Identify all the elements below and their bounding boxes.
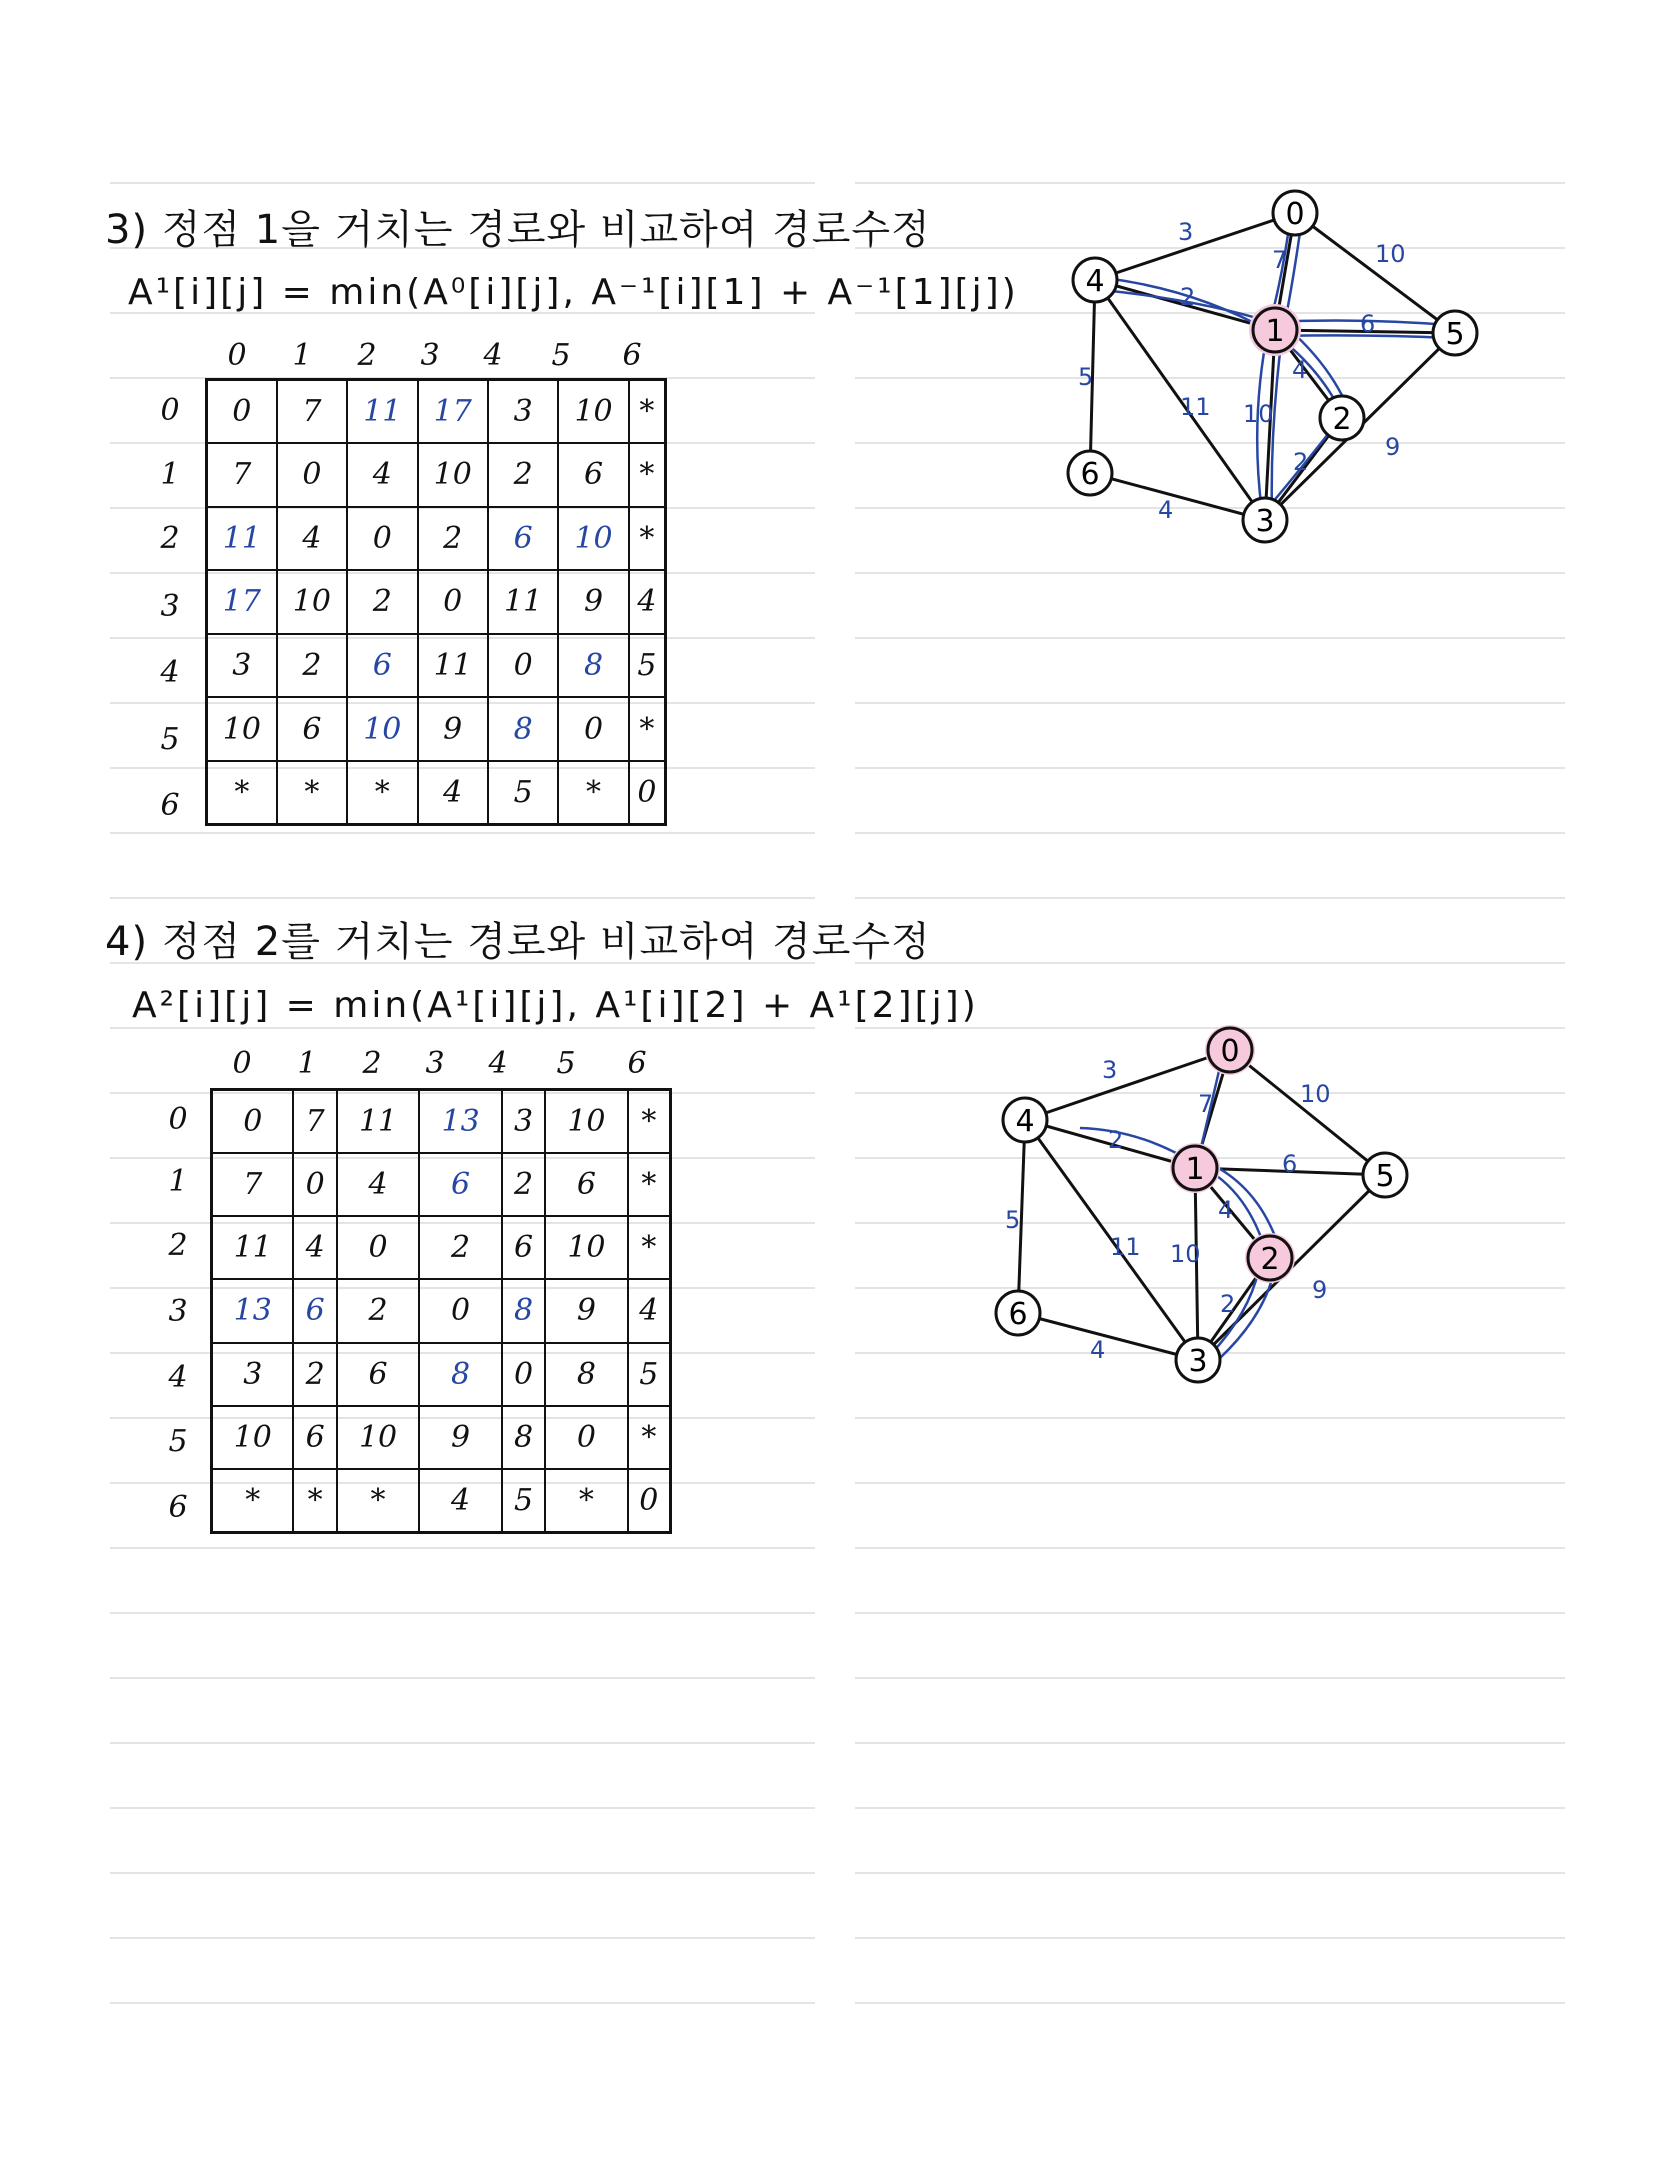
column-header: 4 — [483, 338, 503, 373]
matrix-cell: 0 — [419, 1279, 502, 1342]
matrix-cell: 0 — [558, 697, 628, 761]
matrix-cell: 13 — [419, 1091, 502, 1153]
row-header: 3 — [168, 1294, 188, 1329]
edge-label: 2 — [1108, 1126, 1124, 1154]
row-header: 5 — [160, 722, 180, 757]
matrix-cell: 6 — [293, 1279, 336, 1342]
matrix-cell: 0 — [337, 1216, 420, 1279]
edge-label: 6 — [1282, 1150, 1298, 1178]
edge-label: 11 — [1180, 393, 1211, 421]
matrix-row — [208, 634, 664, 698]
matrix-cell: 5 — [629, 634, 664, 698]
matrix-cell: 9 — [545, 1279, 628, 1342]
column-header: 2 — [362, 1046, 382, 1081]
matrix-cell: 0 — [293, 1153, 336, 1216]
node-6 — [996, 1291, 1040, 1335]
edge-label: 2 — [1293, 448, 1309, 476]
svg-text:3: 3 — [1188, 1344, 1208, 1379]
column-header: 1 — [292, 338, 312, 373]
edge-labels — [1078, 218, 1406, 524]
matrix-row — [208, 381, 664, 443]
matrix-cell: 4 — [347, 443, 417, 507]
matrix-cell: 4 — [337, 1153, 420, 1216]
matrix-cell: 0 — [545, 1406, 628, 1469]
matrix-cell: 2 — [347, 570, 417, 634]
matrix-cell: 7 — [277, 381, 347, 443]
matrix-cell: * — [558, 761, 628, 823]
matrix-cell: 4 — [293, 1216, 336, 1279]
row-header: 6 — [168, 1490, 188, 1525]
column-header: 6 — [622, 338, 642, 373]
section-3-graph — [1050, 180, 1490, 560]
edge-label: 7 — [1272, 246, 1288, 274]
matrix-cell: * — [628, 1153, 669, 1216]
matrix-cell: 6 — [337, 1343, 420, 1406]
matrix-cell: 2 — [419, 1216, 502, 1279]
matrix-cell: 10 — [545, 1216, 628, 1279]
node-3 — [1176, 1338, 1220, 1382]
svg-text:2: 2 — [1260, 1242, 1280, 1277]
edge-label: 2 — [1220, 1290, 1236, 1318]
matrix-cell: * — [628, 1091, 669, 1153]
matrix-cell: 6 — [545, 1153, 628, 1216]
edge-label: 10 — [1170, 1240, 1201, 1268]
matrix-cell: 2 — [418, 507, 488, 571]
column-header: 0 — [227, 338, 247, 373]
row-header: 0 — [160, 393, 180, 428]
matrix-cell: 11 — [488, 570, 558, 634]
matrix-cell: 8 — [558, 634, 628, 698]
section-4-heading: 4) 정점 2를 거치는 경로와 비교하여 경로수정 — [105, 919, 931, 965]
edge-label: 9 — [1312, 1276, 1328, 1304]
row-header: 4 — [168, 1360, 188, 1395]
matrix-cell: 6 — [502, 1216, 545, 1279]
matrix-cell: * — [277, 761, 347, 823]
matrix-row — [213, 1216, 669, 1279]
matrix-cell: 2 — [277, 634, 347, 698]
matrix-cell: 10 — [208, 697, 277, 761]
svg-text:6: 6 — [1080, 457, 1100, 492]
matrix-row — [208, 761, 664, 823]
matrix-cell: 10 — [347, 697, 417, 761]
column-header: 5 — [551, 338, 571, 373]
matrix-cell: 11 — [347, 381, 417, 443]
matrix-cell: 8 — [545, 1343, 628, 1406]
matrix-cell: 10 — [337, 1406, 420, 1469]
matrix-cell: * — [208, 761, 277, 823]
matrix-cell: 10 — [213, 1406, 293, 1469]
section-3-formula: A¹[i][j] = min(A⁰[i][j], A⁻¹[i][1] + A⁻¹[1][j]) — [128, 272, 1019, 313]
matrix-cell: * — [337, 1469, 420, 1531]
matrix-cell: 0 — [213, 1091, 293, 1153]
edge-label: 2 — [1180, 283, 1196, 311]
edge-label: 11 — [1110, 1233, 1141, 1261]
matrix-row — [213, 1343, 669, 1406]
node-5 — [1363, 1153, 1407, 1197]
node-4 — [1073, 258, 1117, 302]
graph-nodes — [996, 1028, 1407, 1382]
matrix-cell: 9 — [418, 697, 488, 761]
section-4-formula: A²[i][j] = min(A¹[i][j], A¹[i][2] + A¹[2][j]) — [132, 985, 979, 1026]
matrix-cell: 13 — [213, 1279, 293, 1342]
matrix-cell: 10 — [418, 443, 488, 507]
node-6 — [1068, 451, 1112, 495]
section-4-graph — [980, 1020, 1420, 1420]
edge-label: 4 — [1158, 496, 1174, 524]
matrix-row — [213, 1406, 669, 1469]
matrix-row — [213, 1153, 669, 1216]
svg-text:1: 1 — [1265, 314, 1285, 349]
matrix-cell: 10 — [277, 570, 347, 634]
matrix-cell: 7 — [293, 1091, 336, 1153]
column-header: 2 — [357, 338, 377, 373]
matrix-cell: 10 — [558, 507, 628, 571]
section-3-matrix — [205, 378, 667, 826]
matrix-cell: 3 — [208, 634, 277, 698]
matrix-cell: 0 — [347, 507, 417, 571]
matrix-cell: * — [629, 507, 664, 571]
svg-text:4: 4 — [1085, 264, 1105, 299]
column-header: 4 — [488, 1046, 508, 1081]
matrix-cell: 7 — [213, 1153, 293, 1216]
matrix-cell: 10 — [545, 1091, 628, 1153]
matrix-cell: 8 — [488, 697, 558, 761]
matrix-cell: 8 — [419, 1343, 502, 1406]
svg-text:2: 2 — [1332, 402, 1352, 437]
matrix-row — [208, 507, 664, 571]
svg-text:6: 6 — [1008, 1297, 1028, 1332]
matrix-cell: 2 — [502, 1153, 545, 1216]
row-header: 0 — [168, 1102, 188, 1137]
node-3 — [1243, 498, 1287, 542]
svg-text:0: 0 — [1220, 1034, 1240, 1069]
matrix-cell: 5 — [628, 1343, 669, 1406]
node-5 — [1433, 311, 1477, 355]
matrix-cell: 8 — [502, 1279, 545, 1342]
matrix-cell: 11 — [337, 1091, 420, 1153]
matrix-cell: 8 — [502, 1406, 545, 1469]
row-header: 5 — [168, 1424, 188, 1459]
edge-label: 4 — [1292, 356, 1308, 384]
column-header: 1 — [297, 1046, 317, 1081]
svg-text:5: 5 — [1375, 1159, 1395, 1194]
matrix-cell: 4 — [418, 761, 488, 823]
matrix-cell: * — [629, 697, 664, 761]
edge-label: 6 — [1360, 310, 1376, 338]
matrix-cell: * — [629, 443, 664, 507]
edge-label: 5 — [1005, 1206, 1021, 1234]
row-header: 4 — [160, 655, 180, 690]
matrix-cell: 5 — [488, 761, 558, 823]
matrix-cell: 2 — [337, 1279, 420, 1342]
column-header: 0 — [232, 1046, 252, 1081]
matrix-cell: 6 — [293, 1406, 336, 1469]
matrix-cell: 6 — [558, 443, 628, 507]
edge-label: 10 — [1375, 240, 1406, 268]
column-header: 3 — [420, 338, 440, 373]
matrix-cell: 2 — [488, 443, 558, 507]
matrix-cell: 4 — [419, 1469, 502, 1531]
matrix-cell: 9 — [419, 1406, 502, 1469]
matrix-cell: 4 — [629, 570, 664, 634]
matrix-cell: 0 — [418, 570, 488, 634]
row-header: 1 — [168, 1164, 188, 1199]
matrix-cell: 11 — [418, 634, 488, 698]
matrix-cell: 6 — [488, 507, 558, 571]
svg-text:3: 3 — [1255, 504, 1275, 539]
edge-label: 9 — [1385, 433, 1401, 461]
matrix-row — [208, 443, 664, 507]
highlighted-paths — [1080, 1058, 1278, 1358]
matrix-cell: 17 — [208, 570, 277, 634]
column-header: 3 — [425, 1046, 445, 1081]
edge-label: 4 — [1090, 1336, 1106, 1364]
row-header: 1 — [160, 457, 180, 492]
matrix-cell: 0 — [277, 443, 347, 507]
matrix-cell: 6 — [347, 634, 417, 698]
row-header: 2 — [168, 1228, 188, 1263]
section-4-matrix — [210, 1088, 672, 1534]
matrix-cell: 3 — [213, 1343, 293, 1406]
matrix-row — [213, 1469, 669, 1531]
svg-text:1: 1 — [1185, 1152, 1205, 1187]
row-header: 6 — [160, 788, 180, 823]
edge-label: 5 — [1078, 363, 1094, 391]
row-header: 2 — [160, 521, 180, 556]
column-header: 5 — [556, 1046, 576, 1081]
node-2 — [1320, 396, 1364, 440]
section-3-heading: 3) 정점 1을 거치는 경로와 비교하여 경로수정 — [105, 207, 931, 253]
edge-label: 7 — [1198, 1090, 1214, 1118]
matrix-cell: 2 — [293, 1343, 336, 1406]
matrix-cell: * — [545, 1469, 628, 1531]
row-header: 3 — [160, 589, 180, 624]
matrix-cell: * — [347, 761, 417, 823]
matrix-cell: 3 — [488, 381, 558, 443]
matrix-cell: * — [628, 1406, 669, 1469]
node-4 — [1003, 1098, 1047, 1142]
matrix-cell: 11 — [213, 1216, 293, 1279]
matrix-cell: 6 — [419, 1153, 502, 1216]
matrix-cell: 3 — [502, 1091, 545, 1153]
matrix-cell: 0 — [629, 761, 664, 823]
edge-label: 3 — [1102, 1056, 1118, 1084]
matrix-cell: 17 — [418, 381, 488, 443]
matrix-cell: * — [629, 381, 664, 443]
matrix-cell: 0 — [488, 634, 558, 698]
matrix-cell: 11 — [208, 507, 277, 571]
edge-label: 4 — [1218, 1196, 1234, 1224]
matrix-cell: 0 — [208, 381, 277, 443]
matrix-row — [208, 697, 664, 761]
svg-text:0: 0 — [1285, 197, 1305, 232]
edge-label: 10 — [1243, 400, 1274, 428]
matrix-row — [213, 1091, 669, 1153]
column-header: 6 — [627, 1046, 647, 1081]
matrix-cell: 10 — [558, 381, 628, 443]
matrix-cell: 7 — [208, 443, 277, 507]
edge-label: 3 — [1178, 218, 1194, 246]
matrix-cell: 4 — [628, 1279, 669, 1342]
svg-text:5: 5 — [1445, 317, 1465, 352]
svg-text:4: 4 — [1015, 1104, 1035, 1139]
matrix-cell: 5 — [502, 1469, 545, 1531]
matrix-cell: * — [213, 1469, 293, 1531]
matrix-cell: * — [628, 1216, 669, 1279]
matrix-row — [208, 570, 664, 634]
matrix-cell: 0 — [628, 1469, 669, 1531]
matrix-cell: 9 — [558, 570, 628, 634]
matrix-cell: 0 — [502, 1343, 545, 1406]
node-0 — [1273, 191, 1317, 235]
edge-label: 10 — [1300, 1080, 1331, 1108]
matrix-cell: 6 — [277, 697, 347, 761]
matrix-row — [213, 1279, 669, 1342]
matrix-cell: 4 — [277, 507, 347, 571]
matrix-cell: * — [293, 1469, 336, 1531]
